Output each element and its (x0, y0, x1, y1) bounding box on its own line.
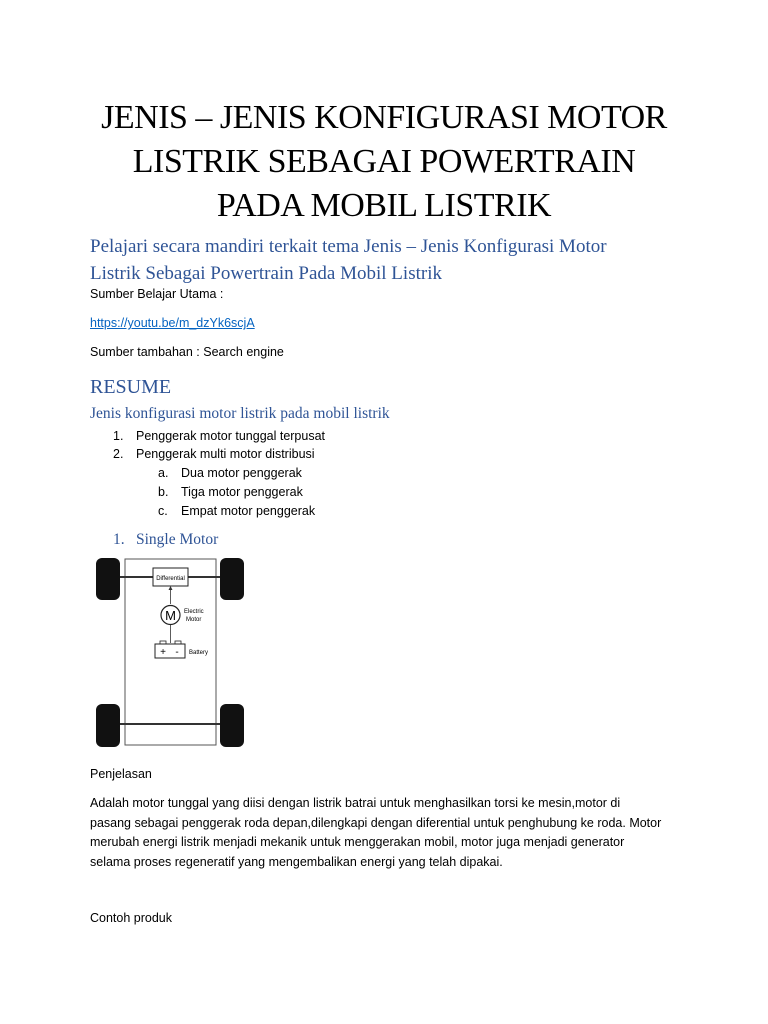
explanation-label: Penjelasan (90, 767, 152, 781)
list-marker: a. (158, 466, 169, 480)
list-item-text: Tiga motor penggerak (181, 485, 303, 499)
document-title (40, 96, 728, 228)
motor-label: Motor (186, 617, 202, 623)
list-item-text: Empat motor penggerak (181, 504, 316, 518)
wheel-rear-left (96, 704, 120, 747)
section-number: 1. (113, 531, 125, 548)
resume-subheading: Jenis konfigurasi motor listrik pada mobil listrik (90, 405, 390, 422)
list-item-text: Penggerak motor tunggal terpusat (136, 429, 326, 443)
paragraph-line: Adalah motor tunggal yang diisi dengan listrik batrai untuk menghasilkan torsi ke mesin,motor di (90, 796, 621, 810)
wheel-front-right (220, 558, 244, 600)
paragraph-line: merubah energi listrik menjadi mekanik untuk menggerakan mobil, motor juga menjadi generator (90, 835, 625, 849)
document-subtitle (90, 233, 730, 287)
arrow-head (169, 586, 173, 590)
motor-label: Electric (184, 609, 204, 615)
extra-source-text: Sumber tambahan : Search engine (90, 345, 284, 359)
list-marker: 2. (113, 447, 124, 461)
battery-plus: + (160, 647, 166, 658)
example-product-label: Contoh produk (90, 911, 173, 925)
list-item-text: Dua motor penggerak (181, 466, 302, 480)
section-title: Single Motor (136, 531, 219, 548)
paragraph-line: pasang sebagai penggerak roda depan,dilengkapi dengan diferential untuk penghubung ke roda. Motor (90, 815, 662, 830)
title-line: LISTRIK SEBAGAI POWERTRAIN (132, 143, 636, 180)
single-motor-diagram (94, 555, 246, 749)
wheel-front-left (96, 558, 120, 600)
wheel-rear-right (220, 704, 244, 747)
differential-label: Differential (156, 576, 185, 582)
subtitle-line: Listrik Sebagai Powertrain Pada Mobil Listrik (90, 263, 442, 284)
list-marker: 1. (113, 429, 124, 443)
paragraph-line: selama proses regeneratif yang mengembalikan energi yang telah dipakai. (90, 854, 503, 869)
title-line: PADA MOBIL LISTRIK (216, 187, 552, 224)
subtitle-line: Pelajari secara mandiri terkait tema Jenis – Jenis Konfigurasi Motor (90, 236, 607, 257)
main-source-link[interactable]: https://youtu.be/m_dzYk6scjA (90, 316, 255, 330)
main-source-label: Sumber Belajar Utama : (90, 287, 224, 301)
list-marker: c. (158, 504, 168, 518)
battery-minus: - (175, 647, 179, 658)
motor-symbol: M (165, 608, 176, 623)
explanation-paragraph (90, 794, 690, 872)
resume-heading: RESUME (90, 376, 172, 398)
battery-label: Battery (189, 650, 209, 656)
list-item-text: Penggerak multi motor distribusi (136, 447, 315, 461)
title-line: JENIS – JENIS KONFIGURASI MOTOR (101, 99, 667, 136)
list-marker: b. (158, 485, 169, 499)
